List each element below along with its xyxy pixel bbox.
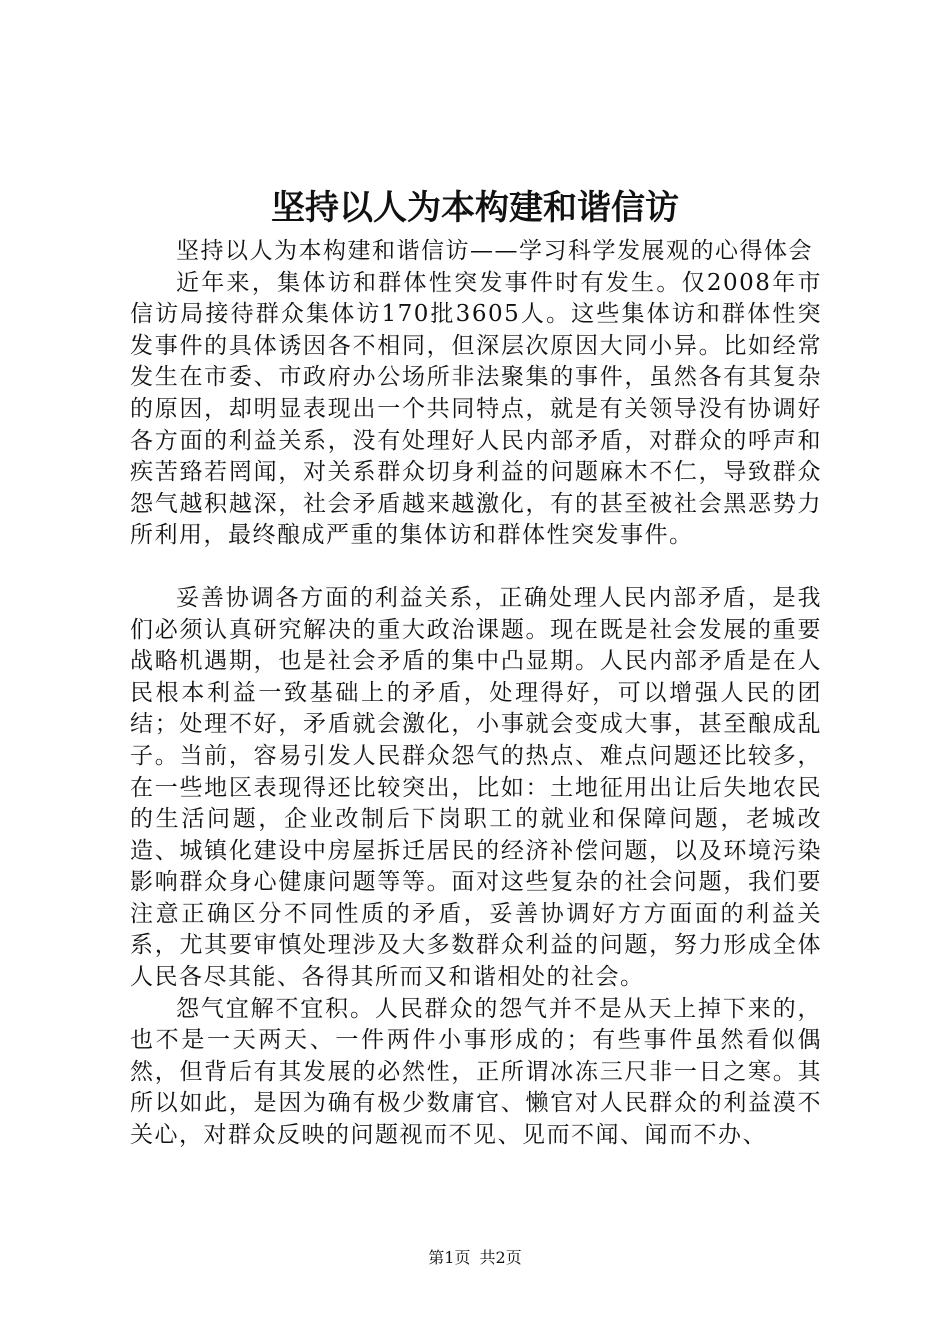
page-number: 第1页 [428,1248,471,1267]
page-footer [0,1247,950,1269]
document-title: 坚持以人为本构建和谐信访 [271,188,679,228]
page-total: 共2页 [479,1248,522,1267]
body-paragraph: 怨气宜解不宜积。人民群众的怨气并不是从天上掉下来的，也不是一天两天、一件两件小事形成的；有些事件虽然看似偶然，但背后有其发展的必然性，正所谓冰冻三尺非一日之寒。其所以如此，是因为确有极少数庸官、懒官对人民群众的利益漠不关心，对群众反映的问题视而不见、见而不闻、闻而不办、 [130,995,822,1149]
body-paragraph: 妥善协调各方面的利益关系，正确处理人民内部矛盾，是我们必须认真研究解决的重大政治课题。现在既是社会发展的重要战略机遇期，也是社会矛盾的集中凸显期。人民内部矛盾是在人民根本利益一致基础上的矛盾，处理得好，可以增强人民的团结；处理不好，矛盾就会激化，小事就会变成大事，甚至酿成乱子。当前，容易引发人民群众怨气的热点、难点问题还比较多，在一些地区表现得还比较突出，比如：土地征用出让后失地农民的生活问题，企业改制后下岗职工的就业和保障问题，老城改造、城镇化建设中房屋拆迁居民的经济补偿问题，以及环境污染影响群众身心健康问题等等。面对这些复杂的社会问题，我们要注意正确区分不同性质的矛盾，妥善协调好方方面面的利益关系，尤其要审慎处理涉及大多数群众利益的问题，努力形成全体人民各尽其能、各得其所而又和谐相处的社会。 [130,584,822,991]
body-paragraph: 近年来，集体访和群体性突发事件时有发生。仅2008年市信访局接待群众集体访170批3605人。这些集体访和群体性突发事件的具体诱因各不相同，但深层次原因大同小异。比如经常发生在市委、市政府办公场所非法聚集的事件，虽然各有其复杂的原因，却明显表现出一个共同特点，就是有关领导没有协调好各方面的利益关系，没有处理好人民内部矛盾，对群众的呼声和疾苦臵若罔闻，对关系群众切身利益的问题麻木不仁，导致群众怨气越积越深，社会矛盾越来越激化，有的甚至被社会黑恶势力所利用，最终酿成严重的集体访和群体性突发事件。 [130,269,822,549]
subtitle-paragraph: 坚持以人为本构建和谐信访——学习科学发展观的心得体会 [176,238,813,264]
document-body [130,236,822,1152]
